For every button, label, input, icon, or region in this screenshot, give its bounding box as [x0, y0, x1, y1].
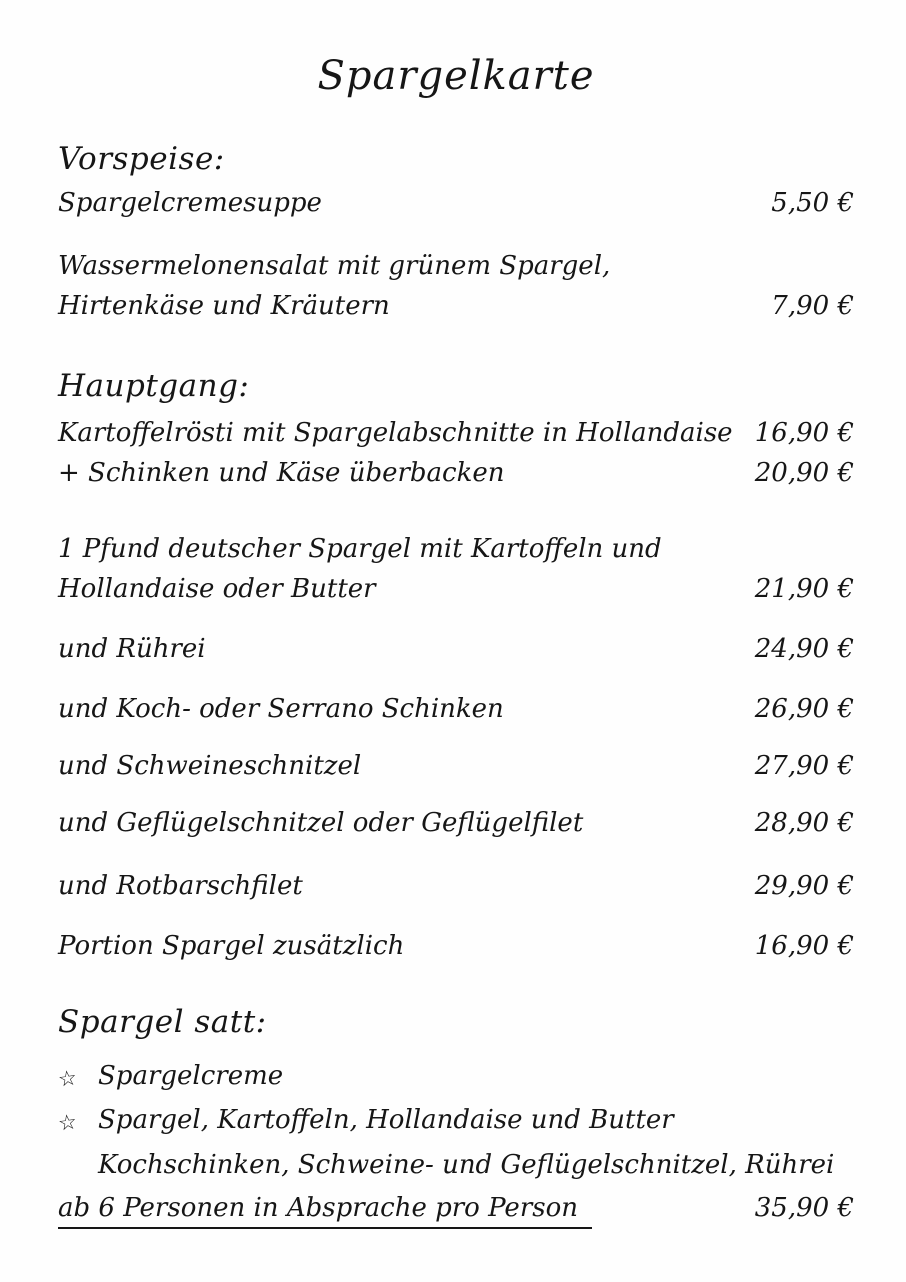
menu-item-name: ab 6 Personen in Absprache pro Person — [58, 1192, 592, 1229]
menu-item-row — [58, 693, 854, 725]
menu-item-name: Hirtenkäse und Kräutern — [58, 291, 390, 321]
menu-item-name: und Schweineschnitzel — [58, 751, 362, 781]
menu-item-row — [58, 930, 854, 962]
menu-item-price: 35,90 € — [754, 1193, 854, 1223]
menu-item-continuation-row — [58, 1149, 854, 1181]
menu-item-price: 24,90 € — [754, 634, 854, 664]
menu-item-row-underlined — [58, 1192, 854, 1229]
menu-item-name: und Rührei — [58, 634, 206, 664]
menu-item-price: 26,90 € — [754, 694, 854, 724]
section-heading-spargel-satt — [58, 1003, 854, 1041]
star-bullet-icon: ☆ — [56, 1109, 79, 1136]
menu-item-row — [58, 290, 854, 322]
menu-item-name: Kartoffelrösti mit Spargelabschnitte in Hollandaise — [58, 418, 733, 448]
menu-item-row — [58, 807, 854, 839]
menu-item-row — [58, 250, 854, 282]
menu-item-row — [58, 417, 854, 449]
menu-item-name: Spargelcremesuppe — [58, 188, 322, 218]
section-heading-hauptgang — [58, 367, 854, 405]
menu-item-price: 5,50 € — [771, 188, 854, 218]
menu-item-name: und Koch- oder Serrano Schinken — [58, 694, 504, 724]
menu-item-name: Spargel, Kartoffeln, Hollandaise und Butter — [98, 1105, 674, 1135]
menu-item-name: Spargelcreme — [98, 1061, 284, 1091]
menu-item-name: Hollandaise oder Butter — [58, 574, 376, 604]
menu-item-name: + Schinken und Käse überbacken — [58, 458, 505, 488]
menu-item-name: und Geflügelschnitzel oder Geflügelfilet — [58, 808, 584, 838]
section-heading-label: Hauptgang: — [58, 368, 250, 404]
menu-bullet-row — [58, 1104, 854, 1137]
menu-item-name: und Rotbarschfilet — [58, 871, 303, 901]
menu-item-price: 7,90 € — [771, 291, 854, 321]
menu-item-name: 1 Pfund deutscher Spargel mit Kartoffeln und — [58, 534, 662, 564]
menu-item-row — [58, 573, 854, 605]
menu-item-name: Kochschinken, Schweine- und Geflügelschnitzel, Rührei — [98, 1150, 835, 1180]
section-heading-label: Vorspeise: — [58, 141, 225, 177]
menu-item-name: Portion Spargel zusätzlich — [58, 931, 405, 961]
menu-item-price: 29,90 € — [754, 871, 854, 901]
section-heading-vorspeise — [58, 140, 854, 178]
menu-item-row — [58, 533, 854, 565]
section-heading-label: Spargel satt: — [58, 1004, 267, 1040]
menu-item-row — [58, 750, 854, 782]
menu-item-row — [58, 633, 854, 665]
menu-item-price: 20,90 € — [754, 458, 854, 488]
menu-item-row — [58, 870, 854, 902]
page-title: Spargelkarte — [317, 53, 595, 99]
star-bullet-icon: ☆ — [56, 1065, 79, 1092]
menu-item-price: 28,90 € — [754, 808, 854, 838]
menu-item-price: 21,90 € — [754, 574, 854, 604]
menu-item-row — [58, 457, 854, 489]
menu-bullet-row — [58, 1060, 854, 1093]
menu-item-price: 16,90 € — [754, 418, 854, 448]
menu-item-row — [58, 187, 854, 219]
menu-item-name: Wassermelonensalat mit grünem Spargel, — [58, 251, 611, 281]
menu-item-price: 27,90 € — [754, 751, 854, 781]
menu-item-price: 16,90 € — [754, 931, 854, 961]
